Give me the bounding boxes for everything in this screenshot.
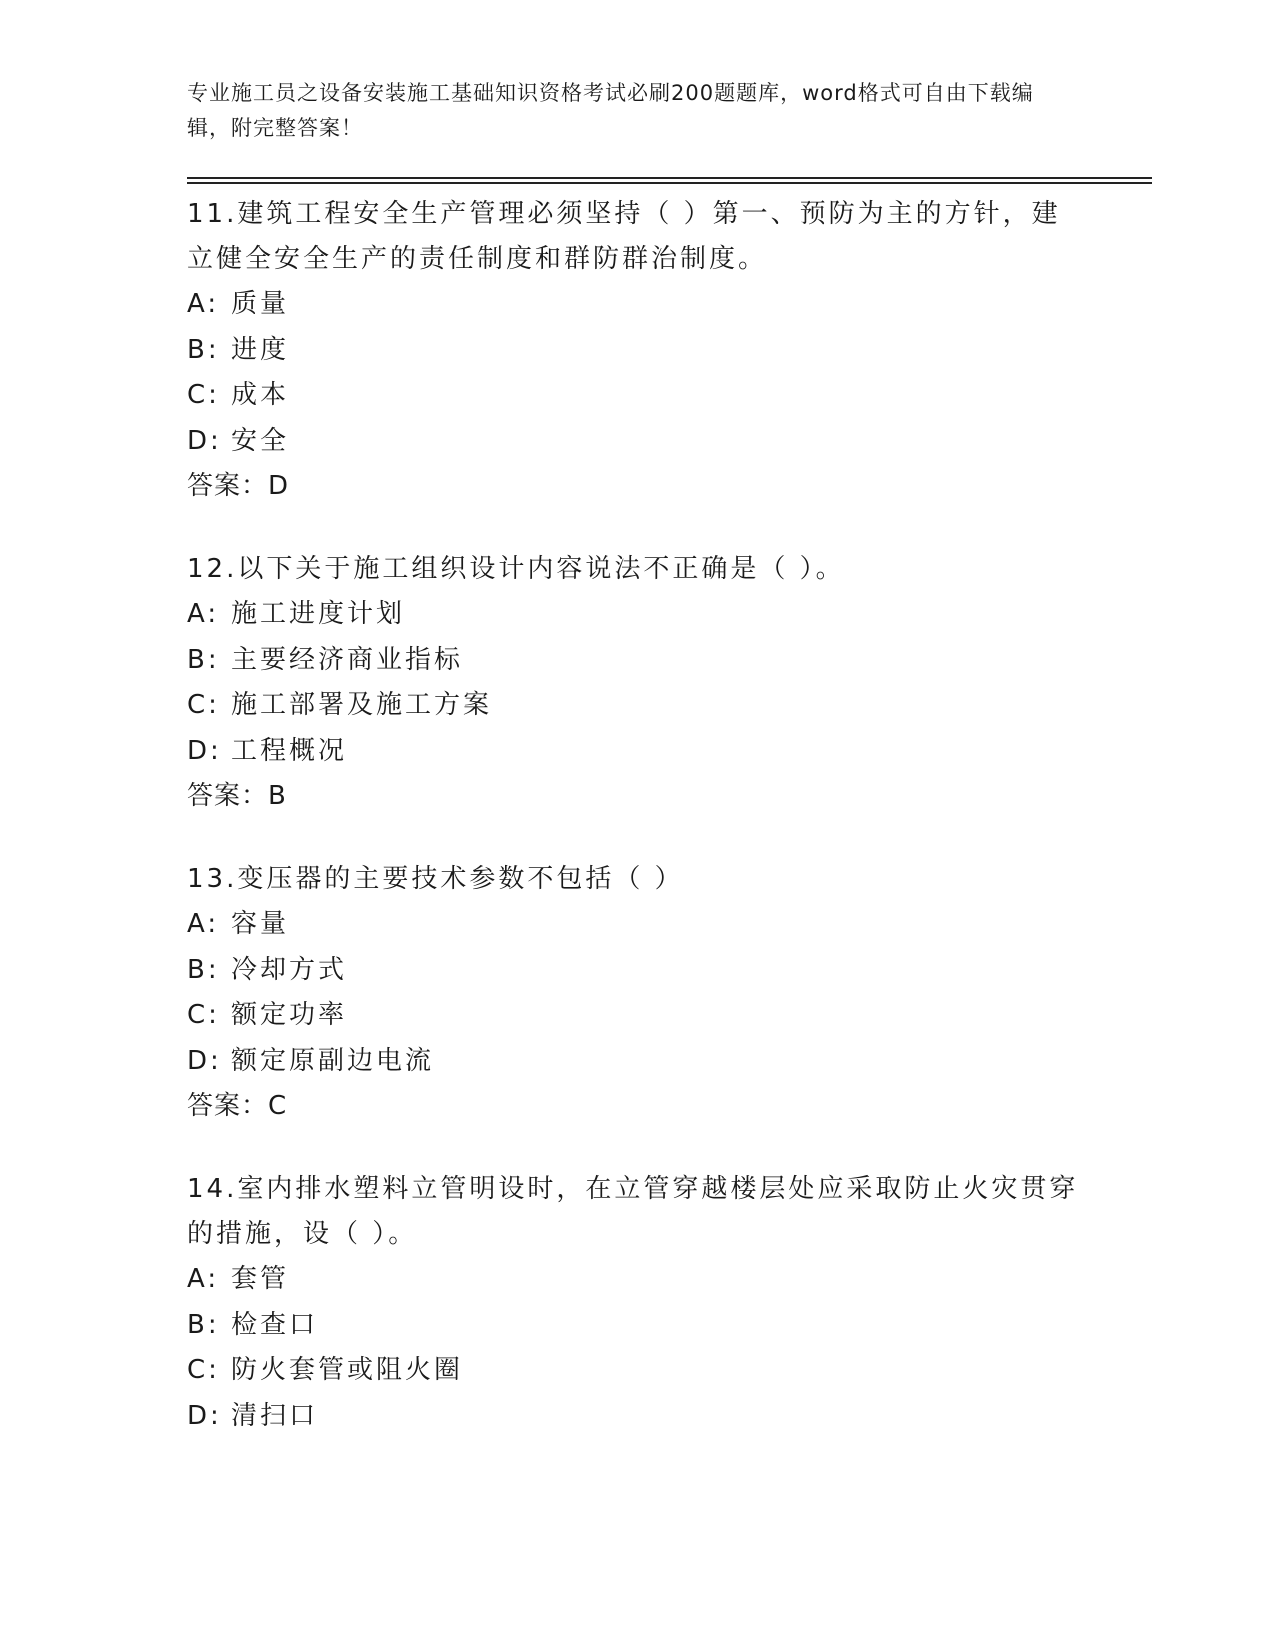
option-b (187, 1303, 1087, 1349)
option-text: 清扫口 (231, 1400, 319, 1431)
option-letter: A: (187, 1264, 220, 1294)
option-d (187, 1039, 1087, 1085)
question-11 (187, 192, 1087, 509)
header-divider-top (187, 177, 1152, 179)
question-stem: 14.室内排水塑料立管明设时，在立管穿越楼层处应采取防止火灾贯穿的措施，设（ ）。 (187, 1174, 1079, 1249)
question-stem: 12.以下关于施工组织设计内容说法不正确是（ ）。 (187, 554, 845, 584)
option-text: 冷却方式 (231, 954, 348, 985)
option-letter: A: (187, 289, 220, 319)
header-divider-bottom (187, 182, 1152, 184)
option-text: 进度 (231, 334, 290, 365)
question-stem: 11.建筑工程安全生产管理必须坚持（ ）第一、预防为主的方针，建立健全安全生产的责任制度和群防群治制度。 (187, 199, 1061, 274)
option-letter: C: (187, 1355, 220, 1385)
option-text: 工程概况 (231, 735, 348, 766)
option-text: 质量 (231, 289, 290, 319)
option-text: 检查口 (231, 1309, 319, 1340)
option-letter: B: (187, 1309, 220, 1340)
option-letter: A: (187, 909, 220, 939)
option-letter: A: (187, 599, 220, 629)
question-12 (187, 547, 1087, 819)
option-a (187, 282, 1087, 328)
option-d (187, 419, 1087, 465)
option-letter: C: (187, 1000, 220, 1030)
option-letter: D: (187, 425, 222, 456)
option-text: 套管 (231, 1264, 290, 1294)
option-letter: C: (187, 690, 220, 720)
option-a (187, 1257, 1087, 1303)
option-text: 成本 (231, 380, 290, 410)
option-text: 防火套管或阻火圈 (231, 1355, 464, 1385)
option-b (187, 948, 1087, 994)
option-text: 容量 (231, 909, 290, 939)
question-list (187, 192, 1087, 1477)
option-c (187, 683, 1087, 729)
document-intro: 专业施工员之设备安装施工基础知识资格考试必刷200题题库，word格式可自由下载编辑，附完整答案！ (187, 81, 1034, 140)
answer-line: 答案：C (187, 1091, 288, 1121)
option-d (187, 1394, 1087, 1440)
option-d (187, 729, 1087, 775)
option-b (187, 328, 1087, 374)
option-letter: D: (187, 1400, 222, 1431)
option-text: 安全 (231, 425, 290, 456)
option-c (187, 993, 1087, 1039)
question-13 (187, 857, 1087, 1129)
option-text: 额定功率 (231, 1000, 348, 1030)
option-text: 额定原副边电流 (231, 1045, 435, 1076)
question-stem: 13.变压器的主要技术参数不包括（ ） (187, 864, 684, 894)
option-letter: B: (187, 644, 220, 675)
option-text: 施工进度计划 (231, 599, 406, 629)
option-text: 施工部署及施工方案 (231, 690, 493, 720)
option-b (187, 638, 1087, 684)
option-letter: D: (187, 1045, 222, 1076)
option-a (187, 902, 1087, 948)
option-letter: B: (187, 954, 220, 985)
option-letter: C: (187, 380, 220, 410)
question-14 (187, 1167, 1087, 1439)
option-text: 主要经济商业指标 (231, 644, 464, 675)
option-letter: B: (187, 334, 220, 365)
answer-line: 答案：D (187, 471, 290, 501)
option-c (187, 373, 1087, 419)
answer-line: 答案：B (187, 781, 287, 811)
option-a (187, 592, 1087, 638)
option-c (187, 1348, 1087, 1394)
option-letter: D: (187, 735, 222, 766)
